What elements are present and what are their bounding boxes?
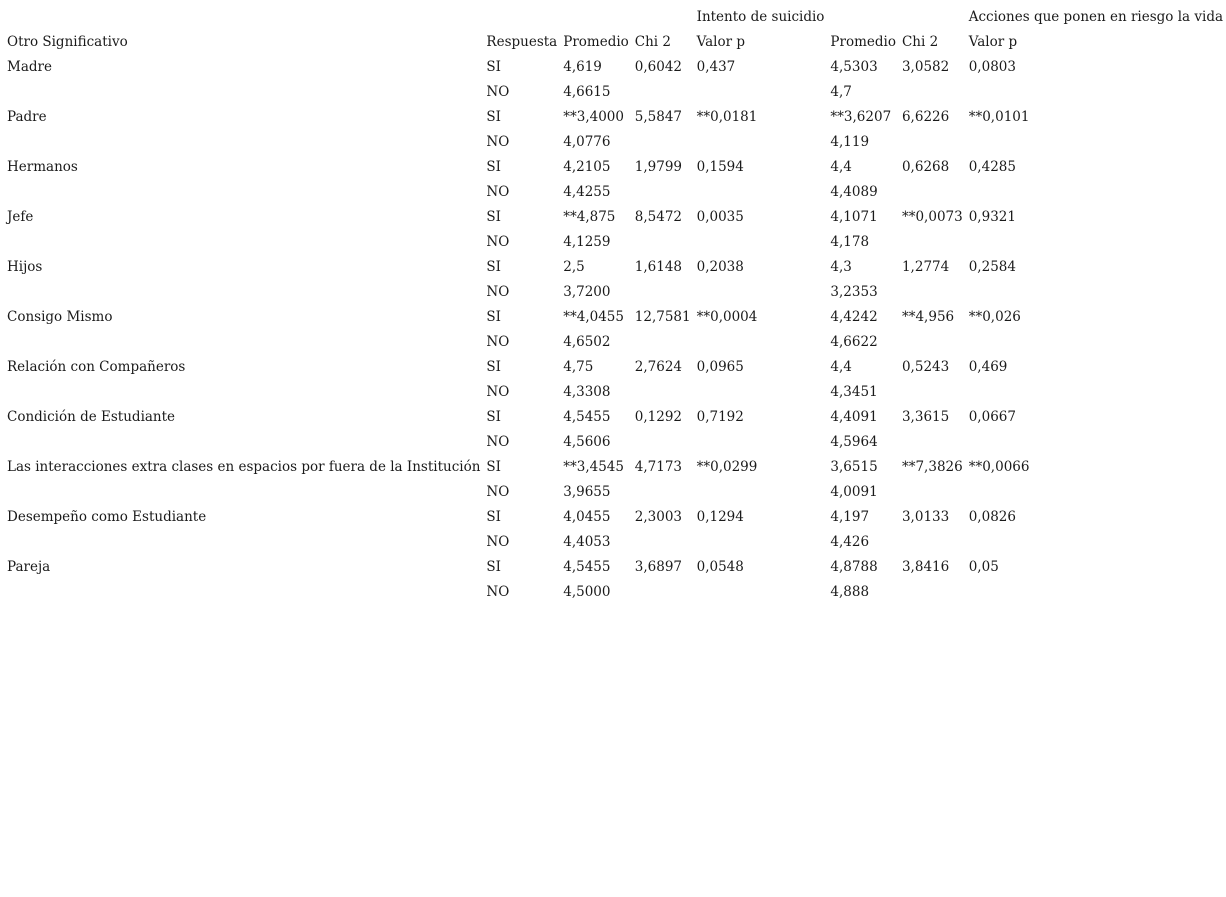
chi-cell: 1,6148 (634, 259, 683, 275)
respuesta-cell: SI (486, 359, 502, 375)
column-header-valor-p-2: Valor p (968, 34, 1018, 50)
valor-p-cell: 0,0826 (968, 509, 1016, 525)
column-header-chi-2: Chi 2 (901, 34, 939, 50)
empty-cell (632, 530, 694, 555)
empty-cell (966, 380, 1226, 405)
promedio-cell: 4,5964 (830, 434, 878, 450)
valor-p-cell: **0,0299 (696, 459, 758, 475)
empty-cell (694, 480, 828, 505)
promedio-cell: 3,7200 (563, 284, 611, 300)
chi-cell: 0,1292 (634, 409, 683, 425)
promedio-cell: 4,4091 (830, 409, 878, 425)
respuesta-cell: NO (486, 334, 510, 350)
table-row (4, 380, 1226, 405)
chi-cell: 1,9799 (634, 159, 683, 175)
respuesta-cell: SI (486, 409, 502, 425)
table-row (4, 530, 1226, 555)
row-label: Madre (7, 59, 52, 75)
empty-cell (899, 430, 966, 455)
promedio-cell: 4,3 (830, 259, 852, 275)
group-header-acciones: Acciones que ponen en riesgo la vida (968, 9, 1224, 25)
promedio-cell: 4,6622 (830, 334, 878, 350)
promedio-cell: 3,6515 (830, 459, 878, 475)
promedio-cell: 4,75 (563, 359, 594, 375)
promedio-cell: 4,7 (830, 84, 852, 100)
respuesta-cell: NO (486, 284, 510, 300)
table-row (4, 580, 1226, 605)
promedio-cell: 4,619 (563, 59, 602, 75)
empty-cell (632, 80, 694, 105)
promedio-cell: 2,5 (563, 259, 585, 275)
header-blank (4, 5, 483, 30)
respuesta-cell: NO (486, 184, 510, 200)
empty-cell (899, 80, 966, 105)
empty-cell (899, 480, 966, 505)
table-row (4, 280, 1226, 305)
respuesta-cell: NO (486, 584, 510, 600)
chi-cell: 0,6268 (901, 159, 950, 175)
promedio-cell: 4,4242 (830, 309, 878, 325)
chi-cell: 3,8416 (901, 559, 950, 575)
chi-cell: 3,3615 (901, 409, 950, 425)
empty-cell (899, 280, 966, 305)
empty-cell (966, 80, 1226, 105)
table-row (4, 355, 1226, 380)
promedio-cell: 4,0776 (563, 134, 611, 150)
empty-cell (4, 280, 483, 305)
promedio-cell: 4,2105 (563, 159, 611, 175)
valor-p-cell: 0,0548 (696, 559, 744, 575)
table-row (4, 430, 1226, 455)
chi-cell: 0,6042 (634, 59, 683, 75)
empty-cell (966, 280, 1226, 305)
column-header-promedio-1: Promedio (563, 34, 629, 50)
respuesta-cell: NO (486, 234, 510, 250)
row-label: Padre (7, 109, 47, 125)
table-row (4, 330, 1226, 355)
empty-cell (899, 330, 966, 355)
empty-cell (632, 130, 694, 155)
valor-p-cell: 0,2038 (696, 259, 744, 275)
respuesta-cell: NO (486, 434, 510, 450)
valor-p-cell: 0,1594 (696, 159, 744, 175)
promedio-cell: **3,4000 (563, 109, 624, 125)
empty-cell (632, 230, 694, 255)
empty-cell (632, 430, 694, 455)
row-label: Consigo Mismo (7, 309, 113, 325)
table-row (4, 455, 1226, 480)
row-label: Las interacciones extra clases en espacios por fuera de la Institución (7, 459, 481, 475)
promedio-cell: 4,8788 (830, 559, 878, 575)
promedio-cell: 3,9655 (563, 484, 611, 500)
row-label: Hijos (7, 259, 43, 275)
respuesta-cell: SI (486, 159, 502, 175)
table-row (4, 405, 1226, 430)
promedio-cell: 4,5455 (563, 409, 611, 425)
promedio-cell: 4,4053 (563, 534, 611, 550)
promedio-cell: 4,1071 (830, 209, 878, 225)
column-header-promedio-2: Promedio (830, 34, 896, 50)
chi-cell: 8,5472 (634, 209, 683, 225)
header-blank (560, 5, 632, 30)
table-row (4, 555, 1226, 580)
valor-p-cell: 0,0803 (968, 59, 1016, 75)
header-blank (827, 5, 899, 30)
empty-cell (694, 130, 828, 155)
empty-cell (899, 580, 966, 605)
empty-cell (4, 130, 483, 155)
valor-p-cell: **0,0101 (968, 109, 1030, 125)
results-table-body (4, 5, 1226, 605)
promedio-cell: 3,2353 (830, 284, 878, 300)
empty-cell (632, 380, 694, 405)
respuesta-cell: SI (486, 209, 502, 225)
empty-cell (966, 230, 1226, 255)
table-row (4, 80, 1226, 105)
respuesta-cell: NO (486, 134, 510, 150)
table-row (4, 155, 1226, 180)
valor-p-cell: 0,0667 (968, 409, 1016, 425)
table-row (4, 180, 1226, 205)
chi-cell: 4,7173 (634, 459, 683, 475)
promedio-cell: 4,888 (830, 584, 870, 600)
table-row (4, 255, 1226, 280)
respuesta-cell: SI (486, 459, 502, 475)
header-blank (899, 5, 966, 30)
empty-cell (694, 580, 828, 605)
chi-cell: 0,5243 (901, 359, 950, 375)
empty-cell (4, 180, 483, 205)
promedio-cell: 4,178 (830, 234, 870, 250)
table-row (4, 305, 1226, 330)
empty-cell (966, 580, 1226, 605)
empty-cell (4, 530, 483, 555)
header-blank (632, 5, 694, 30)
empty-cell (694, 330, 828, 355)
column-header-chi-1: Chi 2 (634, 34, 672, 50)
respuesta-cell: SI (486, 309, 502, 325)
valor-p-cell: **0,0066 (968, 459, 1030, 475)
row-label: Relación con Compañeros (7, 359, 186, 375)
empty-cell (966, 530, 1226, 555)
table-row (4, 205, 1226, 230)
respuesta-cell: NO (486, 384, 510, 400)
respuesta-cell: SI (486, 109, 502, 125)
column-header-respuesta: Respuesta (486, 34, 558, 50)
valor-p-cell: 0,1294 (696, 509, 744, 525)
valor-p-cell: 0,2584 (968, 259, 1016, 275)
promedio-cell: 4,4089 (830, 184, 878, 200)
promedio-cell: 4,426 (830, 534, 870, 550)
empty-cell (899, 380, 966, 405)
empty-cell (694, 280, 828, 305)
valor-p-cell: 0,437 (696, 59, 736, 75)
valor-p-cell: **0,0004 (696, 309, 758, 325)
row-label: Desempeño como Estudiante (7, 509, 207, 525)
promedio-cell: 4,0091 (830, 484, 878, 500)
group-header-intento: Intento de suicidio (696, 9, 825, 25)
promedio-cell: 4,4 (830, 359, 852, 375)
empty-cell (4, 380, 483, 405)
promedio-cell: 4,5455 (563, 559, 611, 575)
promedio-cell: 4,197 (830, 509, 870, 525)
valor-p-cell: **0,026 (968, 309, 1021, 325)
promedio-cell: 4,4255 (563, 184, 611, 200)
promedio-cell: 4,3308 (563, 384, 611, 400)
promedio-cell: 4,6502 (563, 334, 611, 350)
empty-cell (4, 80, 483, 105)
empty-cell (4, 330, 483, 355)
table-row (4, 105, 1226, 130)
promedio-cell: 4,5606 (563, 434, 611, 450)
empty-cell (694, 180, 828, 205)
empty-cell (899, 230, 966, 255)
chi-cell: 2,3003 (634, 509, 683, 525)
empty-cell (694, 230, 828, 255)
valor-p-cell: 0,0965 (696, 359, 744, 375)
valor-p-cell: **0,0181 (696, 109, 758, 125)
chi-cell: 6,6226 (901, 109, 950, 125)
promedio-cell: **3,6207 (830, 109, 892, 125)
chi-cell: 12,7581 (634, 309, 691, 325)
chi-cell: 3,0133 (901, 509, 950, 525)
empty-cell (694, 380, 828, 405)
table-row (4, 505, 1226, 530)
empty-cell (899, 530, 966, 555)
valor-p-cell: 0,9321 (968, 209, 1016, 225)
results-table (4, 5, 1226, 605)
chi-cell: 3,6897 (634, 559, 683, 575)
empty-cell (4, 430, 483, 455)
respuesta-cell: SI (486, 559, 502, 575)
chi-cell: **0,0073 (901, 209, 963, 225)
valor-p-cell: 0,4285 (968, 159, 1016, 175)
empty-cell (694, 530, 828, 555)
chi-cell: 3,0582 (901, 59, 950, 75)
empty-cell (632, 180, 694, 205)
chi-cell: 1,2774 (901, 259, 950, 275)
table-row (4, 230, 1226, 255)
row-label: Pareja (7, 559, 51, 575)
chi-cell: **7,3826 (901, 459, 963, 475)
empty-cell (966, 180, 1226, 205)
empty-cell (966, 330, 1226, 355)
promedio-cell: **4,0455 (563, 309, 624, 325)
promedio-cell: **3,4545 (563, 459, 624, 475)
empty-cell (4, 230, 483, 255)
promedio-cell: 4,119 (830, 134, 870, 150)
empty-cell (694, 80, 828, 105)
promedio-cell: 4,4 (830, 159, 852, 175)
row-label: Condición de Estudiante (7, 409, 176, 425)
empty-cell (632, 330, 694, 355)
table-row (4, 55, 1226, 80)
chi-cell: 2,7624 (634, 359, 683, 375)
respuesta-cell: NO (486, 84, 510, 100)
row-label: Hermanos (7, 159, 78, 175)
header-blank (483, 5, 560, 30)
column-header-valor-p-1: Valor p (696, 34, 745, 50)
column-header-row (4, 30, 1226, 55)
promedio-cell: 4,5303 (830, 59, 878, 75)
promedio-cell: **4,875 (563, 209, 616, 225)
empty-cell (632, 580, 694, 605)
empty-cell (694, 430, 828, 455)
respuesta-cell: SI (486, 59, 502, 75)
valor-p-cell: 0,0035 (696, 209, 744, 225)
respuesta-cell: NO (486, 484, 510, 500)
empty-cell (966, 130, 1226, 155)
promedio-cell: 4,5000 (563, 584, 611, 600)
promedio-cell: 4,0455 (563, 509, 611, 525)
respuesta-cell: SI (486, 259, 502, 275)
chi-cell: 5,5847 (634, 109, 683, 125)
empty-cell (4, 480, 483, 505)
empty-cell (4, 580, 483, 605)
promedio-cell: 4,3451 (830, 384, 878, 400)
row-label: Jefe (7, 209, 34, 225)
empty-cell (632, 480, 694, 505)
promedio-cell: 4,1259 (563, 234, 611, 250)
group-header-row (4, 5, 1226, 30)
empty-cell (966, 430, 1226, 455)
empty-cell (966, 480, 1226, 505)
valor-p-cell: 0,05 (968, 559, 999, 575)
empty-cell (899, 130, 966, 155)
column-header-otro: Otro Significativo (7, 34, 128, 50)
chi-cell: **4,956 (901, 309, 955, 325)
empty-cell (632, 280, 694, 305)
respuesta-cell: SI (486, 509, 502, 525)
table-row (4, 130, 1226, 155)
empty-cell (899, 180, 966, 205)
promedio-cell: 4,6615 (563, 84, 611, 100)
respuesta-cell: NO (486, 534, 510, 550)
table-row (4, 480, 1226, 505)
valor-p-cell: 0,469 (968, 359, 1008, 375)
valor-p-cell: 0,7192 (696, 409, 744, 425)
